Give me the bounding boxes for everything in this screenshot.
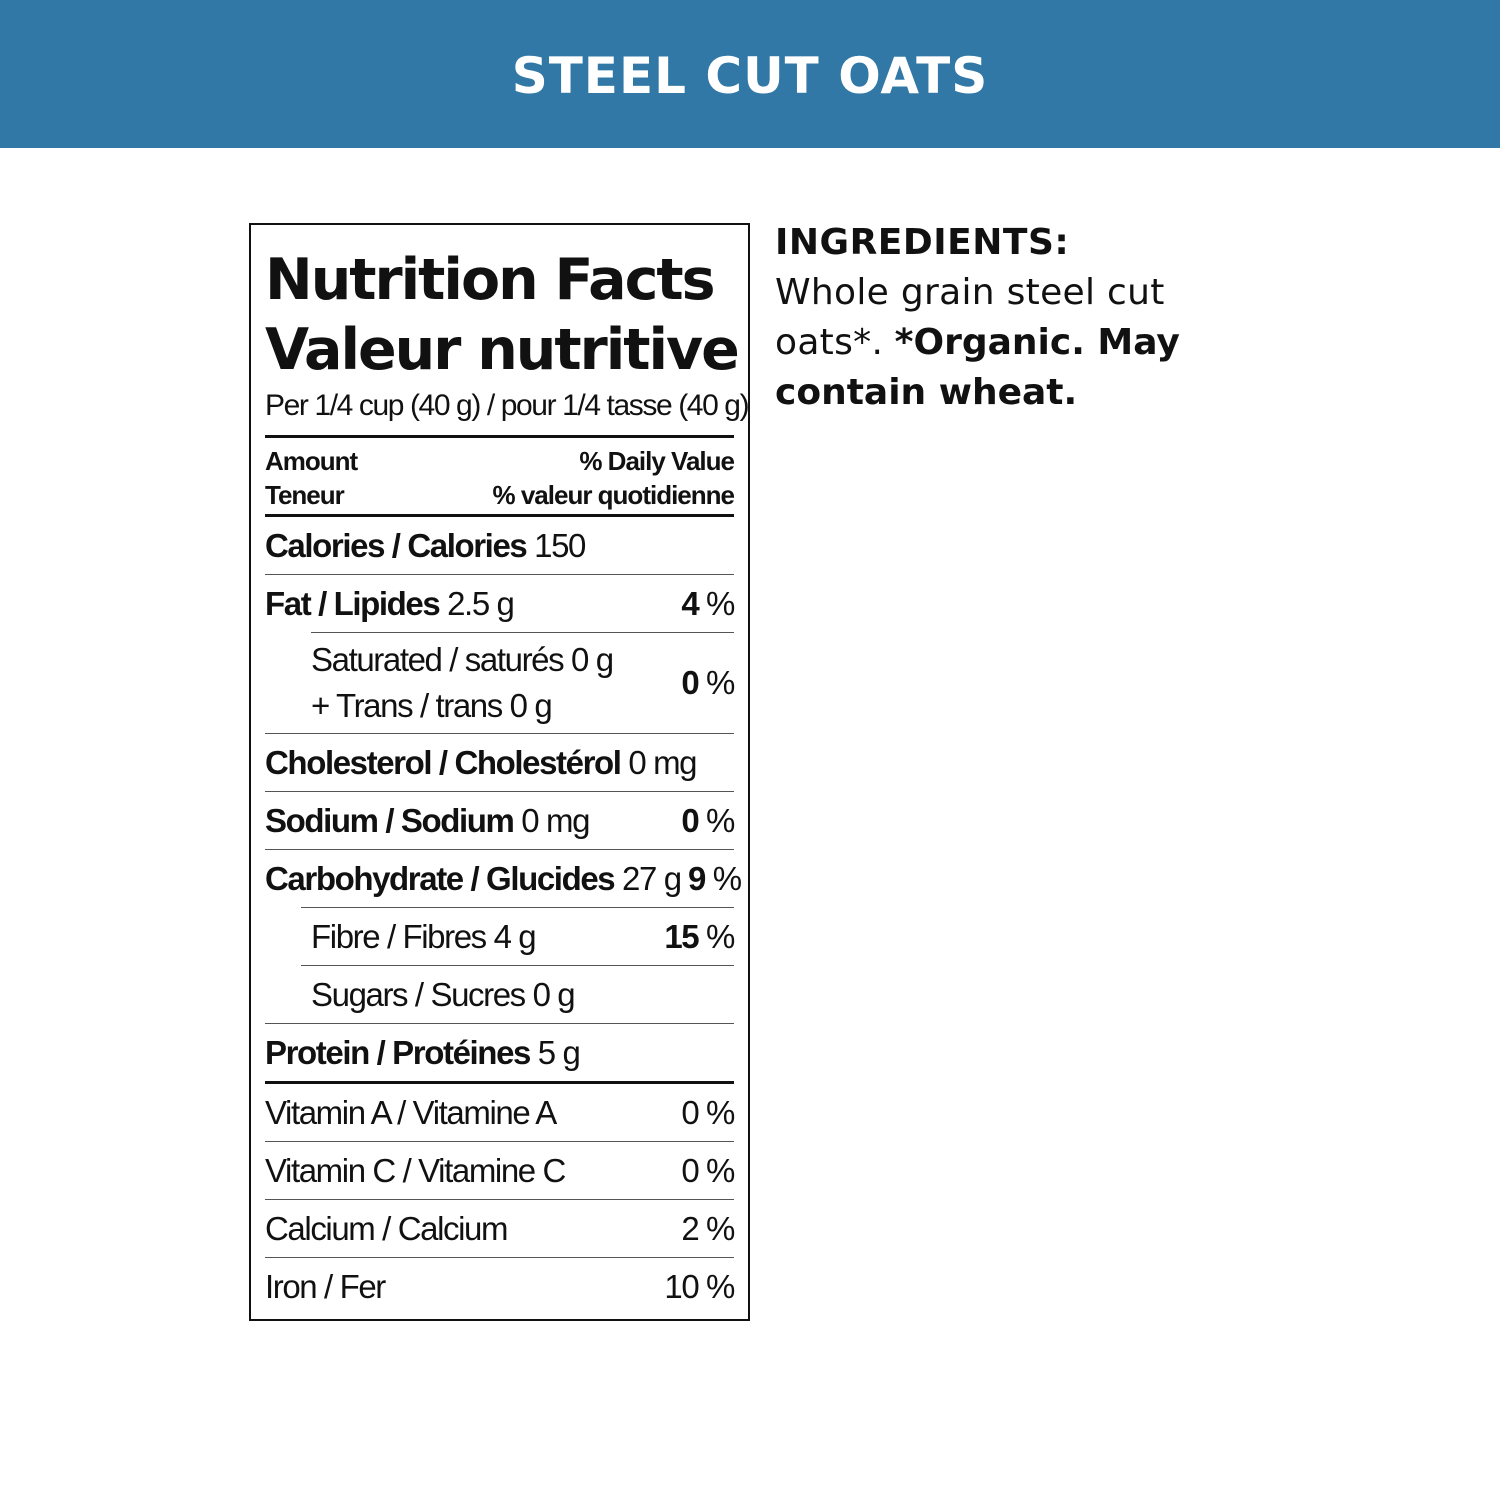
amount-label-en: Amount — [265, 446, 358, 476]
sodium-value: 0 mg — [521, 801, 590, 839]
sodium-label: Sodium / Sodium — [265, 801, 514, 839]
sodium-dv: 0 — [681, 801, 699, 839]
cholesterol-label: Cholesterol / Cholestérol — [265, 743, 621, 781]
row-cholesterol — [265, 734, 734, 791]
header-banner — [0, 0, 1500, 148]
fibre-value: 4 g — [493, 917, 536, 955]
daily-value-label-fr: % valeur quotidienne — [492, 480, 734, 510]
sat-trans-dv: 0 — [681, 664, 699, 701]
nutrition-title-fr: Valeur nutritive — [265, 317, 738, 383]
fibre-dv-unit: % — [706, 917, 734, 955]
iron-dv: 10 % — [664, 1267, 734, 1305]
sugars-value: 0 g — [532, 975, 575, 1013]
row-vitamin-a — [265, 1084, 734, 1141]
amount-label-fr: Teneur — [265, 480, 344, 510]
fat-value: 2.5 g — [447, 584, 514, 622]
carbohydrate-dv: 9 — [687, 859, 705, 897]
calcium-dv: 2 % — [681, 1209, 734, 1247]
row-fibre — [265, 908, 734, 965]
nutrition-title-en: Nutrition Facts — [265, 247, 714, 313]
fat-label: Fat / Lipides — [265, 584, 440, 622]
table-header — [265, 438, 734, 514]
calcium-label: Calcium / Calcium — [265, 1209, 508, 1247]
ingredients-title: INGREDIENTS: — [775, 222, 1070, 263]
row-carbohydrate — [265, 850, 741, 907]
row-sodium — [265, 792, 734, 849]
sugars-label: Sugars / Sucres — [311, 975, 525, 1013]
row-vitamin-c — [265, 1142, 734, 1199]
row-protein — [265, 1024, 734, 1081]
calories-value: 150 — [534, 526, 586, 564]
vitamin-a-dv: 0 % — [681, 1093, 734, 1131]
fat-dv: 4 — [681, 584, 699, 622]
trans-label: + Trans / trans — [311, 687, 502, 724]
ingredients-text: Whole grain steel cut oats*. — [775, 272, 1165, 363]
trans-value: 0 g — [509, 687, 552, 724]
calories-label: Calories / Calories — [265, 526, 527, 564]
fat-dv-unit: % — [706, 584, 734, 622]
sodium-dv-unit: % — [706, 801, 734, 839]
vitamin-a-label: Vitamin A / Vitamine A — [265, 1093, 556, 1131]
carbohydrate-value: 27 g — [622, 859, 681, 897]
vitamins-section — [265, 1084, 734, 1315]
vitamin-c-label: Vitamin C / Vitamine C — [265, 1151, 565, 1189]
serving-size: Per 1/4 cup (40 g) / pour 1/4 tasse (40 g) — [265, 389, 749, 422]
ingredients-block — [775, 218, 1195, 418]
row-calories — [265, 517, 734, 574]
row-saturated-trans — [265, 633, 734, 733]
protein-value: 5 g — [537, 1033, 580, 1071]
row-iron — [265, 1258, 734, 1315]
fibre-label: Fibre / Fibres — [311, 917, 486, 955]
daily-value-label-en: % Daily Value — [579, 446, 734, 476]
ingredients-note: *Organic. May contain wheat. — [775, 322, 1180, 413]
saturated-label: Saturated / saturés — [311, 641, 564, 678]
protein-label: Protein / Protéines — [265, 1033, 530, 1071]
vitamin-c-dv: 0 % — [681, 1151, 734, 1189]
nutrition-facts-panel — [249, 223, 750, 1321]
row-fat — [265, 575, 734, 632]
cholesterol-value: 0 mg — [628, 743, 697, 781]
fibre-dv: 15 — [664, 917, 699, 955]
iron-label: Iron / Fer — [265, 1267, 385, 1305]
saturated-value: 0 g — [571, 641, 613, 678]
row-calcium — [265, 1200, 734, 1257]
carbohydrate-dv-unit: % — [712, 859, 741, 897]
sat-trans-dv-unit: % — [706, 664, 734, 701]
product-title: STEEL CUT OATS — [511, 47, 989, 105]
row-sugars — [265, 966, 734, 1023]
carbohydrate-label: Carbohydrate / Glucides — [265, 859, 615, 897]
